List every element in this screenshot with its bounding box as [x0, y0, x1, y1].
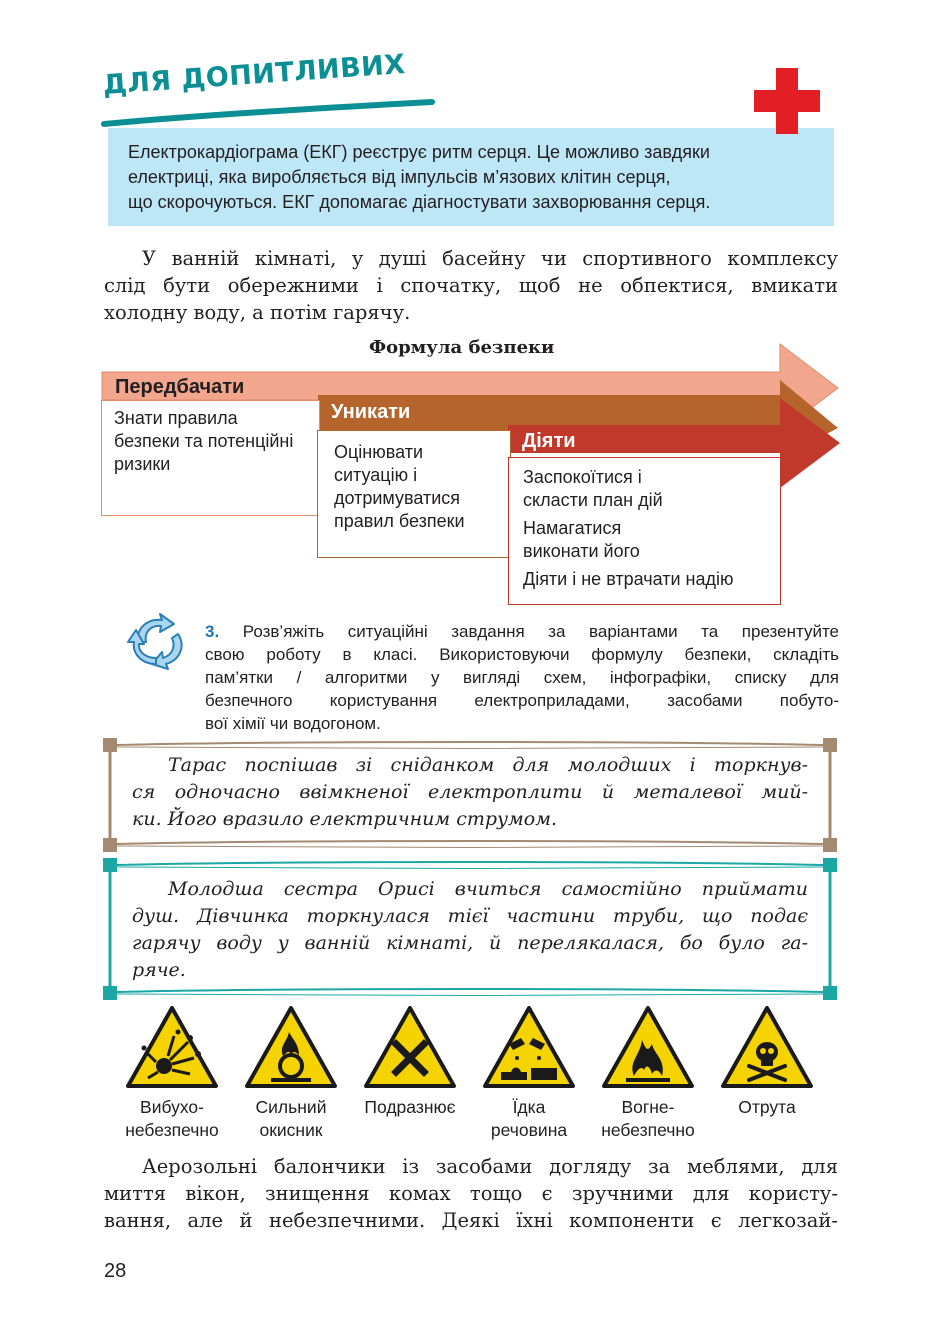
red-cross-icon	[754, 68, 820, 134]
section-head-act: Діяти	[522, 430, 576, 452]
section-item: Заспокоїтися і скласти план дій	[523, 467, 663, 510]
para-line: холодну воду, а потім гарячу.	[104, 301, 411, 324]
sign-label-oxidizer: Сильний окисник	[255, 1097, 327, 1140]
para-line: У ванній кімнаті, у душі басейну чи спортивного комплексу	[142, 247, 838, 270]
case-line: душ. Дівчинка торкнулася тієї частини труби, що подає	[132, 905, 808, 927]
corrosive-icon	[481, 1004, 577, 1090]
case-line: Молодша сестра Орисі вчиться самостійно приймати	[168, 878, 808, 900]
case-line: ся одночасно ввімкненої електроплити й металевої мий-	[132, 781, 808, 803]
sign-label-explosive: Вибухо- небезпечно	[125, 1097, 219, 1140]
explosive-icon	[124, 1004, 220, 1090]
page-number: 28	[104, 1260, 127, 1282]
curious-text	[128, 140, 828, 215]
section-head-predict: Передбачати	[115, 376, 245, 398]
section-box-avoid	[317, 430, 511, 558]
toxic-icon	[719, 1004, 815, 1090]
case2-text	[132, 876, 808, 984]
para-line: вання, але й небезпечними. Деякі їхні компоненти є легкозай-	[104, 1209, 838, 1232]
para-line: Аерозольні балончики із засобами догляду за меблями, для	[142, 1155, 838, 1178]
para-line: слід бути обережними і спочатку, щоб не обпектися, вмикати	[104, 274, 838, 297]
case1-text	[132, 752, 808, 833]
section-item: Оцінювати ситуацію і дотримуватися правил безпеки	[334, 442, 465, 531]
curious-line: електриці, яка виробляється від імпульсів м’язових клітин серця,	[128, 167, 671, 187]
oxidizer-icon	[243, 1004, 339, 1090]
task-line: пам’ятки / алгоритми у вигляді схем, інфографіки, списку для	[205, 668, 839, 687]
para-line: миття вікон, знищення комах тощо є зручними для користу-	[104, 1182, 838, 1205]
case-line: ки. Його вразило електричним струмом.	[132, 808, 558, 830]
section-box-act	[508, 457, 781, 605]
task-line: вої хімії чи водогоном.	[205, 714, 381, 733]
task-text	[205, 620, 839, 735]
recycle-arrows-icon	[126, 612, 190, 670]
sign-label-corrosive: Їдка речовина	[490, 1097, 568, 1140]
task-number: 3.	[205, 622, 220, 641]
task-line: безпечного користування електроприладами, засобами побуто-	[205, 691, 839, 710]
section-head-avoid: Уникати	[331, 401, 411, 423]
section-item: Намагатися виконати його	[523, 518, 640, 561]
sign-label-irritant: Подразнює	[364, 1097, 456, 1117]
section-item: Знати правила безпеки та потенційні ризики	[114, 408, 294, 474]
section-item: Діяти і не втрачати надію	[523, 569, 734, 589]
flammable-icon	[600, 1004, 696, 1090]
case-line: Тарас поспішав зі сніданком для молодших і торкнув-	[168, 754, 808, 776]
sign-label-flammable: Вогне- небезпечно	[601, 1097, 695, 1140]
paragraph-aerosols	[104, 1153, 838, 1234]
formula-title: Формула безпеки	[369, 337, 555, 358]
curious-line: Електрокардіограма (ЕКГ) реєструє ритм серця. Це можливо завдяки	[128, 142, 710, 162]
curious-line: що скорочуються. ЕКГ допомагає діагностувати захворювання серця.	[128, 192, 711, 212]
task-line: 3. Розв’яжіть ситуаційні завдання за варіантами та презентуйте	[205, 622, 839, 641]
curious-title: ДЛЯ ДОПИТЛИВИХ	[101, 48, 407, 101]
irritant-icon	[362, 1004, 458, 1090]
task-line: свою роботу в класі. Використовуючи формулу безпеки, складіть	[205, 645, 839, 664]
paragraph-bathroom	[104, 245, 838, 326]
section-box-predict	[101, 400, 320, 516]
case-line: гарячу воду у ванній кімнаті, й перелякалася, бо було га-	[132, 932, 808, 954]
title-underline	[100, 96, 440, 130]
case-line: ряче.	[132, 959, 186, 981]
sign-label-toxic: Отрута	[738, 1097, 796, 1117]
